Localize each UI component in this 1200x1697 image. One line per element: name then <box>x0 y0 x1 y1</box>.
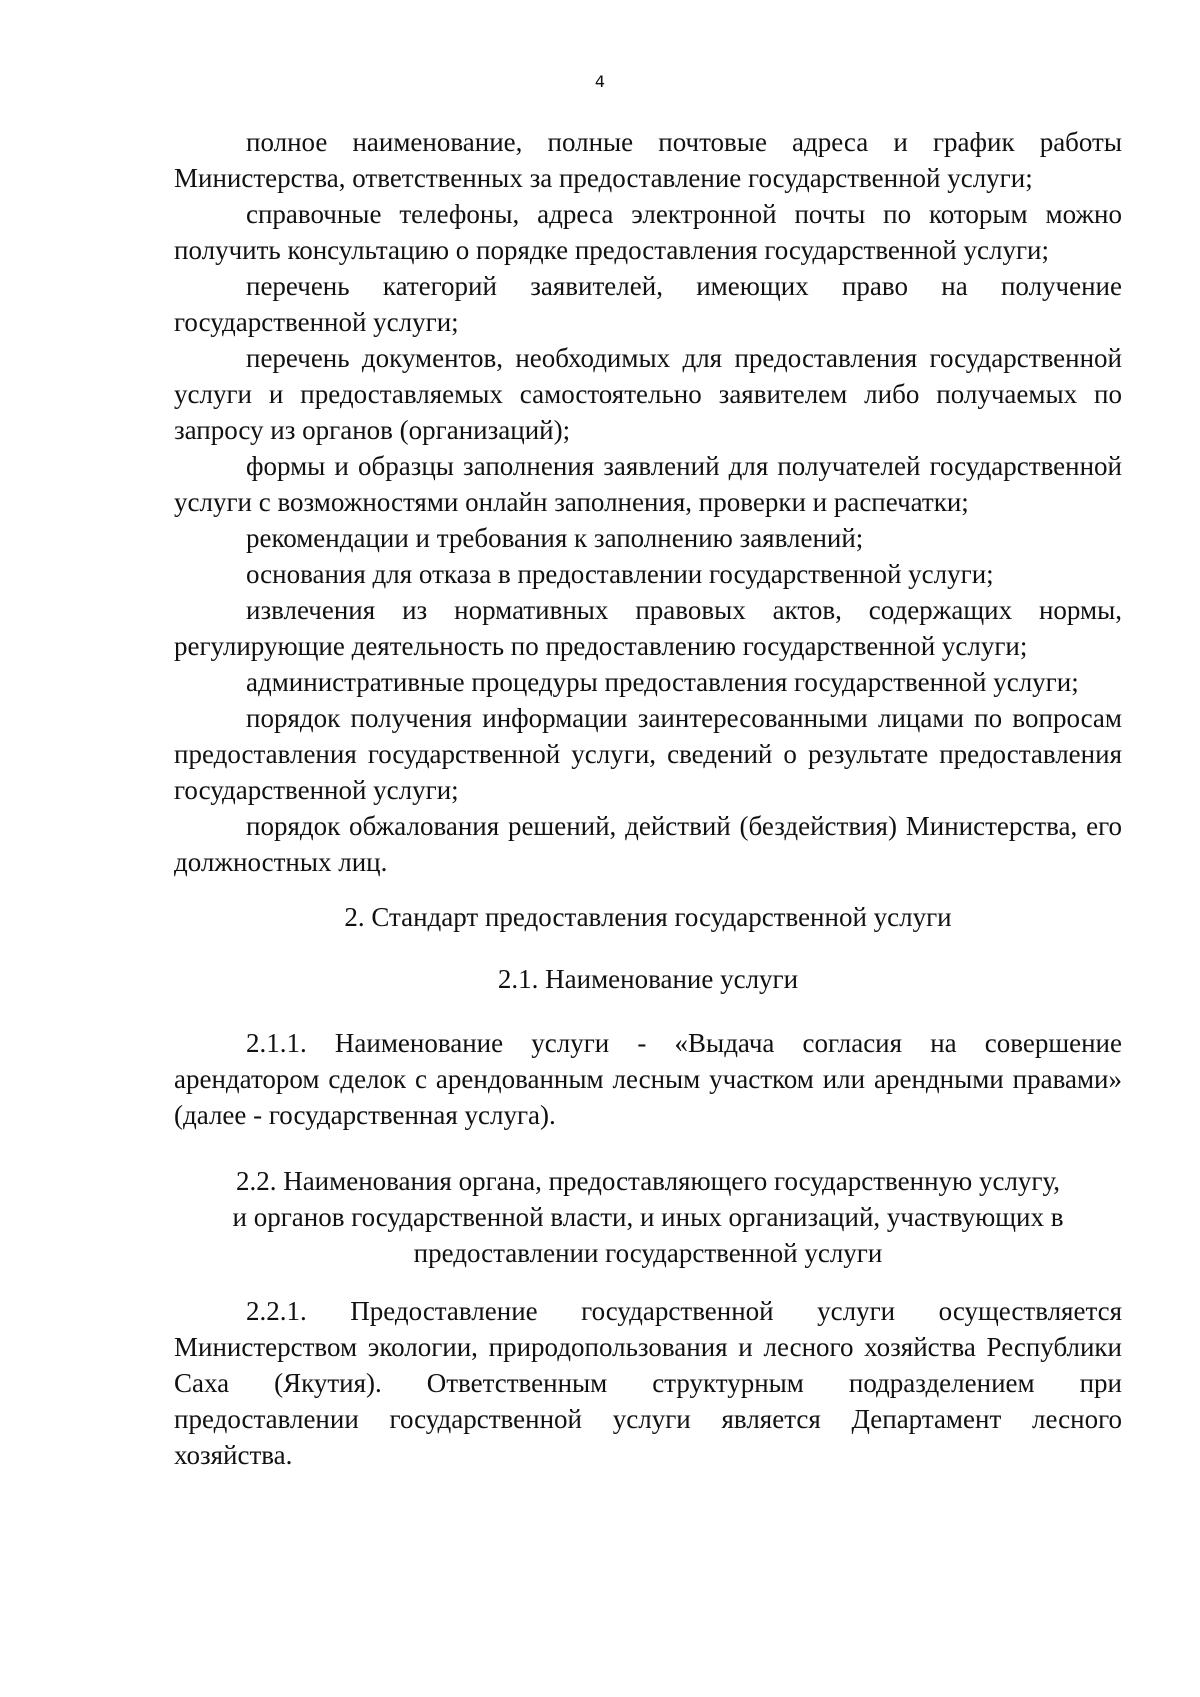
list-item-refusal-grounds: основания для отказа в предоставлении государственной услуги; <box>246 559 994 589</box>
list-item-legal-extracts: извлечения из нормативных правовых актов, содержащих нормы, регулирующие деятельность по предоставлению государственной услуги; <box>174 595 1122 661</box>
section-2-1-heading: 2.1. Наименование услуги <box>497 964 799 994</box>
document-body <box>174 124 1122 1473</box>
page-number: 4 <box>594 72 606 91</box>
list-item-info-procedure: порядок получения информации заинтересованными лицами по вопросам предоставления государственной услуги, сведений о результате предоставления государственной услуги; <box>174 703 1122 805</box>
list-item-full-name-addresses: полное наименование, полные почтовые адреса и график работы Министерства, ответственных за предоставление государственной услуги; <box>174 127 1122 193</box>
list-item-required-documents: перечень документов, необходимых для предоставления государственной услуги и предоставляемых самостоятельно заявителем либо получаемых по запросу из органов (организаций); <box>174 343 1122 445</box>
list-item-applicant-categories: перечень категорий заявителей, имеющих право на получение государственной услуги; <box>174 271 1122 337</box>
list-item-admin-procedures: административные процедуры предоставления государственной услуги; <box>246 667 1079 697</box>
section-2-2-heading-line-3: предоставлении государственной услуги <box>413 1238 883 1268</box>
list-item-appeal-procedure: порядок обжалования решений, действий (бездействия) Министерства, его должностных лиц. <box>174 811 1122 877</box>
section-2-heading: 2. Стандарт предоставления государственной услуги <box>344 902 952 932</box>
section-2-2-heading-line-1: 2.2. Наименования органа, предоставляющего государственную услугу, <box>235 1166 1061 1196</box>
paragraph-2-1-1: 2.1.1. Наименование услуги - «Выдача согласия на совершение арендатором сделок с арендованным лесным участком или арендными правами» (далее - государственная услуга). <box>174 1028 1122 1130</box>
list-item-phones-emails: справочные телефоны, адреса электронной почты по которым можно получить консультацию о порядке предоставления государственной услуги; <box>174 199 1122 265</box>
section-2-2-heading <box>174 1163 1122 1271</box>
paragraph-2-2-1: 2.2.1. Предоставление государственной услуги осуществляется Министерством экологии, природопользования и лесного хозяйства Республики Саха (Якутия). Ответственным структурным подразделением при предоставлении государственной услуги является Департамент лесного хозяйства. <box>174 1296 1122 1470</box>
list-item-recommendations: рекомендации и требования к заполнению заявлений; <box>246 523 864 553</box>
section-2-2-heading-line-2: и органов государственной власти, и иных организаций, участвующих в <box>232 1202 1064 1232</box>
list-item-application-forms: формы и образцы заполнения заявлений для получателей государственной услуги с возможностями онлайн заполнения, проверки и распечатки; <box>174 451 1122 517</box>
